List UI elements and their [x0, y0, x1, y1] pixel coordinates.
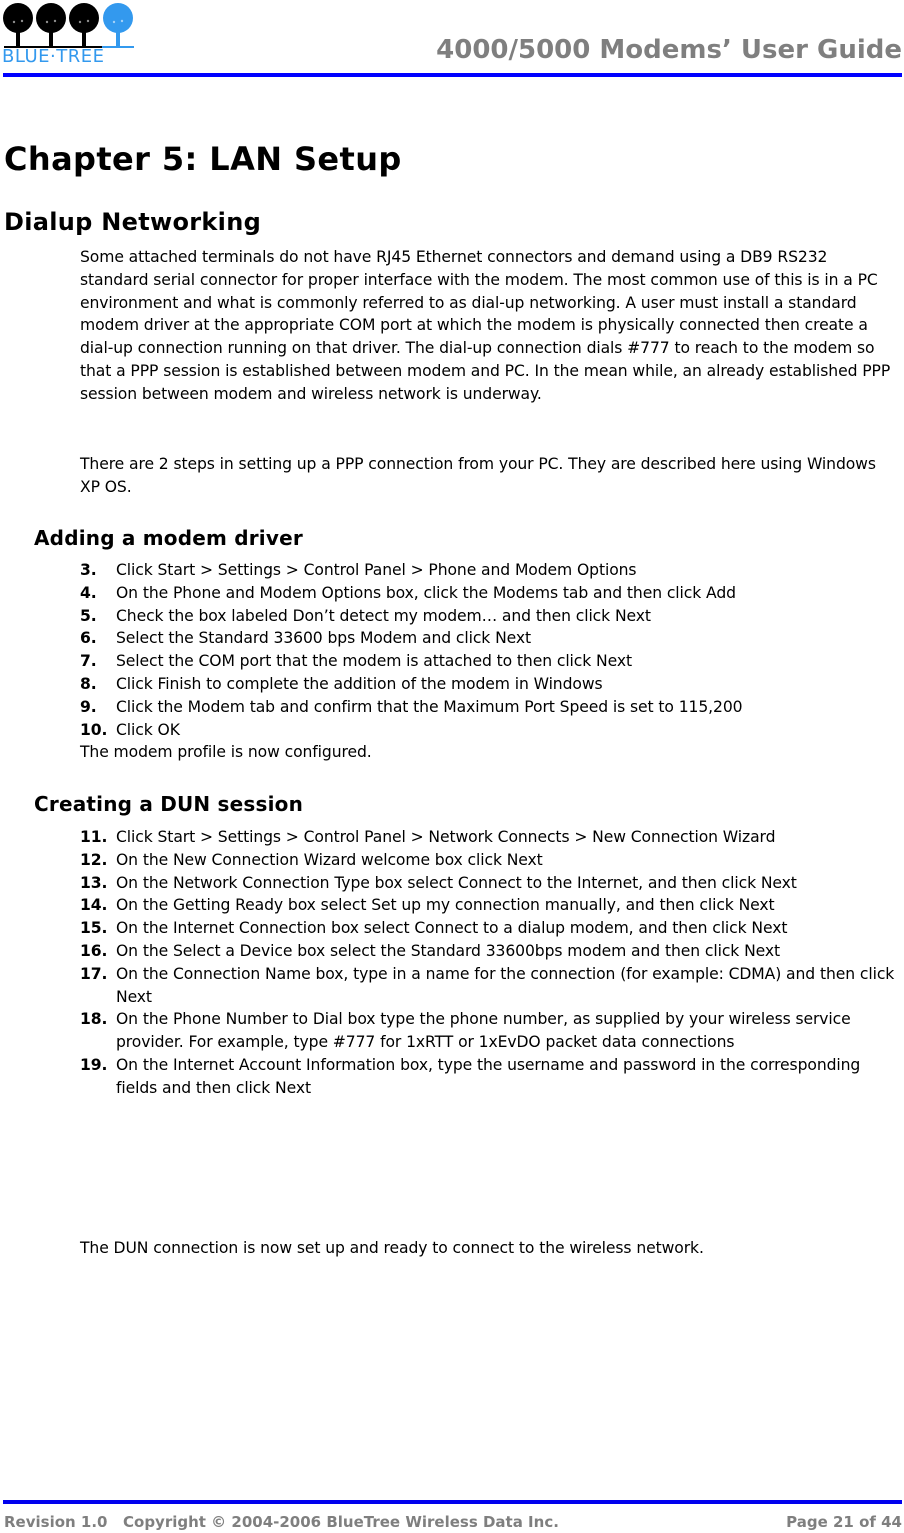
step-item — [80, 963, 904, 1009]
step-number: 19. — [80, 1055, 108, 1074]
adding-driver-steps — [80, 559, 904, 741]
overview-paragraph: There are 2 steps in setting up a PPP connection from your PC. They are described here using Windows XP OS. — [80, 455, 876, 496]
logo-wordmark: BLUE·TREE — [2, 46, 105, 67]
step-number: 10. — [80, 720, 108, 739]
step-item — [80, 673, 904, 696]
step-text: On the Internet Connection box select Connect to a dialup modem, and then click Next — [116, 919, 788, 938]
step-item — [80, 872, 904, 895]
step-text: On the Select a Device box select the Standard 33600bps modem and then click Next — [116, 941, 781, 960]
step-number: 17. — [80, 964, 108, 983]
footer-divider — [3, 1500, 902, 1504]
step-text: Check the box labeled Don’t detect my modem… and then click Next — [116, 606, 651, 625]
subsection-title-adding-driver: Adding a modem driver — [34, 526, 303, 550]
document-title: 4000/5000 Modems’ User Guide — [436, 35, 902, 65]
step-item — [80, 940, 904, 963]
step-text: Click Finish to complete the addition of the modem in Windows — [116, 674, 603, 693]
step-text: Select the COM port that the modem is attached to then click Next — [116, 652, 632, 671]
step-text: Click Start > Settings > Control Panel > Network Connects > New Connection Wizard — [116, 828, 776, 846]
step-item — [80, 719, 904, 742]
step-number: 5. — [80, 606, 97, 625]
step-item — [80, 650, 904, 673]
step-item — [80, 1008, 904, 1054]
step-item — [80, 582, 904, 605]
step-text: Click OK — [116, 720, 180, 739]
step-text: Click Start > Settings > Control Panel > Phone and Modem Options — [116, 561, 637, 579]
step-text: On the Getting Ready box select Set up my connection manually, and then click Next — [116, 896, 775, 915]
chapter-title: Chapter 5: LAN Setup — [4, 140, 402, 178]
step-number: 15. — [80, 919, 108, 938]
step-text: On the New Connection Wizard welcome box click Next — [116, 850, 543, 869]
step-text: On the Internet Account Information box, type the username and password in the corresponding fields and then click Next — [116, 1055, 861, 1097]
step-item — [80, 849, 904, 872]
page-number: Page 21 of 44 — [786, 1513, 902, 1531]
step-number: 7. — [80, 652, 97, 671]
creating-dun-closing: The DUN connection is now set up and ready to connect to the wireless network. — [80, 1239, 704, 1257]
intro-paragraph: Some attached terminals do not have RJ45 Ethernet connectors and demand using a DB9 RS232 standard serial connector for proper interface with the modem. The most common use of this is in a PC environment and what is commonly referred to as dial-up networking. A user must install a standard modem driver at the appropriate COM port at which the modem is physically connected then create a dial-up connection running on that driver. The dial-up connection dials #777 to reach to the modem so that a PPP session is established between modem and PC. In the mean while, an already established PPP session between modem and wireless network is underway. — [80, 248, 891, 403]
step-number: 9. — [80, 697, 97, 716]
header-divider — [3, 73, 902, 77]
step-text: On the Network Connection Type box select Connect to the Internet, and then click Next — [116, 873, 797, 892]
page-footer — [0, 1512, 904, 1532]
step-number: 4. — [80, 583, 97, 602]
step-text: Select the Standard 33600 bps Modem and click Next — [116, 629, 532, 648]
step-item — [80, 1054, 904, 1100]
step-item — [80, 559, 904, 582]
tree-logo-icon — [2, 2, 136, 50]
step-number: 6. — [80, 629, 97, 648]
step-number: 11. — [80, 828, 108, 846]
step-item — [80, 696, 904, 719]
adding-driver-closing: The modem profile is now configured. — [80, 743, 372, 761]
step-item — [80, 826, 904, 849]
section-title: Dialup Networking — [4, 208, 262, 236]
step-number: 12. — [80, 850, 108, 869]
creating-dun-steps — [80, 826, 904, 1100]
step-text: On the Phone and Modem Options box, click the Modems tab and then click Add — [116, 583, 736, 602]
subsection-title-creating-dun: Creating a DUN session — [34, 792, 304, 816]
step-number: 13. — [80, 873, 108, 892]
step-number: 16. — [80, 941, 108, 960]
bluetree-logo — [0, 0, 140, 72]
step-item — [80, 917, 904, 940]
revision-label: Revision 1.0 — [4, 1513, 108, 1531]
copyright-notice: Copyright © 2004-2006 BlueTree Wireless Data Inc. — [123, 1513, 559, 1531]
step-item — [80, 627, 904, 650]
step-item — [80, 605, 904, 628]
step-number: 18. — [80, 1010, 108, 1029]
step-number: 14. — [80, 896, 108, 915]
step-number: 8. — [80, 674, 97, 693]
step-text: On the Connection Name box, type in a name for the connection (for example: CDMA) and then click Next — [116, 964, 895, 1006]
step-item — [80, 894, 904, 917]
step-text: Click the Modem tab and confirm that the Maximum Port Speed is set to 115,200 — [116, 697, 743, 716]
step-text: On the Phone Number to Dial box type the phone number, as supplied by your wireless service provider. For example, type #777 for 1xRTT or 1xEvDO packet data connections — [116, 1010, 851, 1052]
step-number: 3. — [80, 561, 97, 579]
